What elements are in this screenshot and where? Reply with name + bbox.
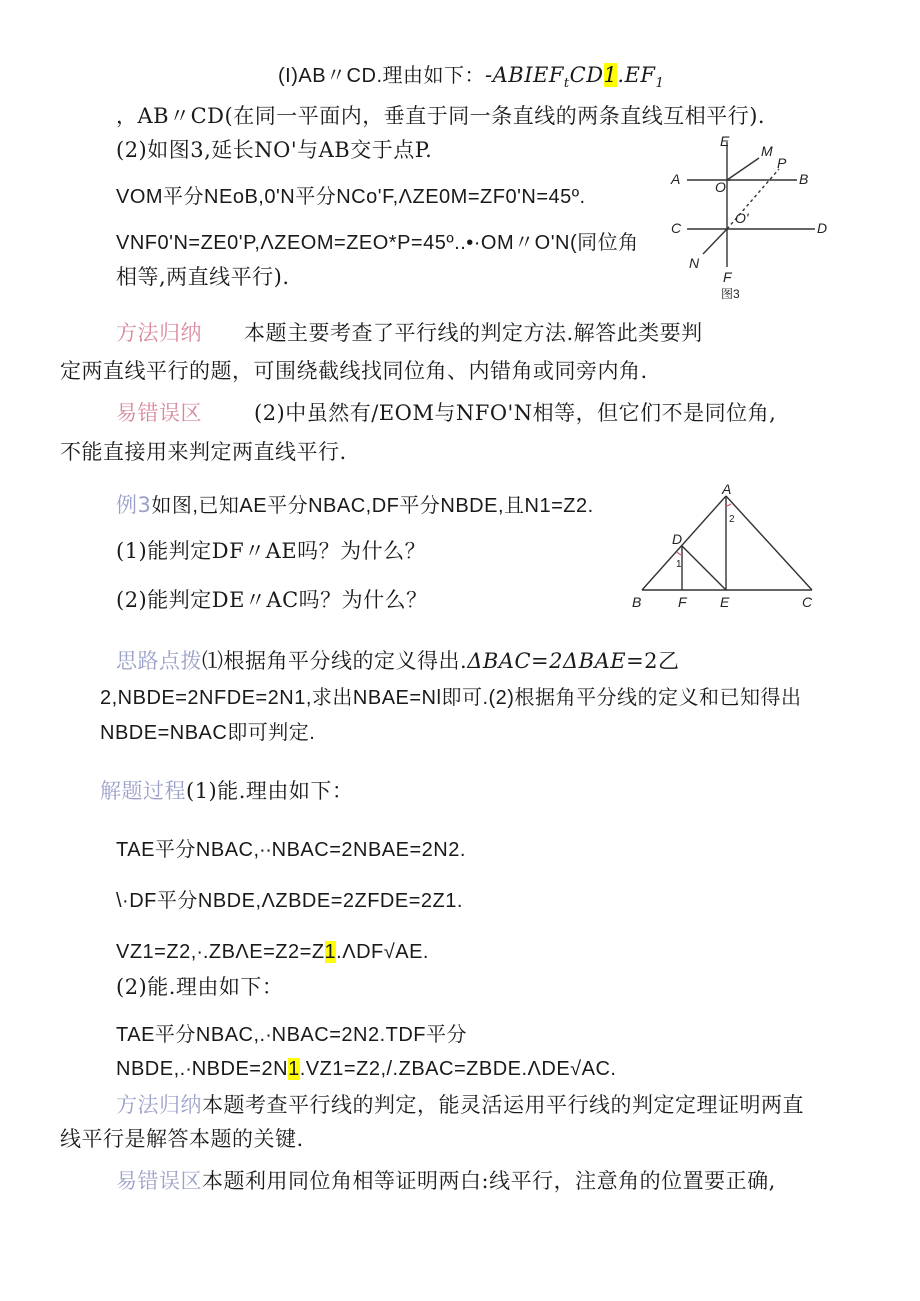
- label-e: E: [720, 133, 730, 149]
- proof-line-6: 相等,两直线平行).: [116, 265, 290, 289]
- solution-line-6: TAE平分NBAC,.∙NBAC=2N2.TDF平分: [116, 1024, 468, 1046]
- label-d: D: [817, 220, 828, 236]
- segment-ac: [726, 496, 812, 590]
- segment-de: [682, 546, 726, 590]
- label-b: B: [799, 171, 809, 187]
- mistake-zone-1-cont: 不能直接用来判定两直线平行.: [60, 440, 347, 464]
- label-o-prime: O': [735, 210, 749, 226]
- label-d: D: [672, 531, 683, 547]
- label-n: N: [689, 255, 700, 271]
- mistake-zone-2: 易错误区本题利用同位角相等证明两白:线平行，注意角的位置要正确,: [116, 1169, 776, 1193]
- proof-line-4: VOM平分NEoB,0'N平分NCo'F,ΛZE0M=ZF0'N=45º.: [116, 186, 586, 208]
- highlight-mark: 1: [324, 941, 337, 963]
- method-summary-1: 方法归纳 本题主要考查了平行线的判定方法.解答此类要判: [116, 321, 703, 345]
- mistake-label: 易错误区: [116, 401, 202, 425]
- label-o: O: [715, 179, 726, 195]
- hint-line-3: NBDE=NBAC即可判定.: [100, 722, 316, 744]
- proof-line-1: (I)AB〃CD.理由如下：$-ABIEF_tCD1.EF_1$: [278, 63, 665, 92]
- solution-line-4: VZ1=Z2,∙.ZBΛE=Z2=Z1.ΛDF√AE.: [116, 941, 429, 963]
- hint-line-2: 2,NBDE=2NFDE=2N1,求出NBAE=Nl即可.(2)根据角平分线的定义和已知得出: [100, 687, 802, 709]
- segment-ba: [642, 496, 726, 590]
- angle-1-arc: [677, 552, 682, 555]
- solution-line-5: (2)能.理由如下：: [116, 975, 284, 999]
- label-p: P: [777, 155, 787, 171]
- solution-line-1: 解题过程(1)能.理由如下：: [100, 779, 354, 803]
- hint-label: 思路点拨: [116, 649, 202, 673]
- label-angle-2: 2: [729, 514, 735, 525]
- hint-line-1: 思路点拨⑴根据角平分线的定义得出.ΔBAC=2ΔBAE=2乙: [116, 649, 680, 673]
- figure-3: [665, 132, 835, 304]
- method-label: 方法归纳: [116, 321, 202, 345]
- label-c: C: [671, 220, 682, 236]
- label-a: A: [671, 171, 681, 187]
- label-angle-1: 1: [676, 559, 682, 570]
- figure-caption: 图3: [721, 287, 740, 301]
- label-f: F: [678, 594, 687, 610]
- method-summary-1-cont: 定两直线平行的题，可围绕截线找同位角、内错角或同旁内角.: [60, 359, 648, 383]
- label-b: B: [632, 594, 642, 610]
- angle-2-arc: [726, 504, 731, 506]
- method-summary-2-cont: 线平行是解答本题的关键.: [60, 1127, 304, 1151]
- ray-o2n: [703, 229, 727, 254]
- label-c: C: [802, 594, 813, 610]
- label-e: E: [720, 594, 730, 610]
- solution-label: 解题过程: [100, 779, 186, 803]
- example-label: 例3: [116, 493, 152, 517]
- mistake-zone-1: 易错误区 (2)中虽然有/EOM与NFO'N相等，但它们不是同位角,: [116, 401, 777, 425]
- method-summary-2: 方法归纳本题考查平行线的判定，能灵活运用平行线的判定定理证明两直: [116, 1093, 804, 1117]
- example-3-statement: 例3如图,已知AE平分NBAC,DF平分NBDE,且N1=Z2.: [116, 493, 594, 517]
- highlight-mark: 1: [288, 1058, 300, 1080]
- solution-line-3: \·DF平分NBDE,ΛZBDE=2ZFDE=2Z1.: [116, 890, 463, 912]
- label-a: A: [722, 481, 732, 497]
- figure-example-3: [630, 480, 830, 612]
- highlight-mark: 1: [603, 63, 618, 87]
- label-m: M: [761, 143, 773, 159]
- solution-line-7: NBDE,.∙NBDE=2N1.VZ1=Z2,/.ZBAC=ZBDE.ΛDE√AC.: [116, 1058, 617, 1080]
- solution-line-2: TAE平分NBAC,∙∙NBAC=2NBAE=2N2.: [116, 839, 466, 861]
- mistake-label: 易错误区: [116, 1169, 202, 1193]
- method-label: 方法归纳: [116, 1093, 202, 1117]
- example-3-q1: (1)能判定DF〃AE吗？为什么？: [116, 539, 427, 563]
- example-3-q2: (2)能判定DE〃AC吗？为什么？: [116, 588, 428, 612]
- proof-line-3: (2)如图3,延长NO'与AB交于点P.: [116, 138, 433, 162]
- label-f: F: [723, 269, 732, 285]
- ray-om: [727, 158, 759, 180]
- proof-line-5: VNF0'N=ZE0'P,ΛZEOM=ZEO*P=45º..•·OM〃O'N(同位角: [116, 232, 639, 254]
- proof-line-2: ，AB〃CD(在同一平面内，垂直于同一条直线的两条直线互相平行).: [116, 104, 766, 128]
